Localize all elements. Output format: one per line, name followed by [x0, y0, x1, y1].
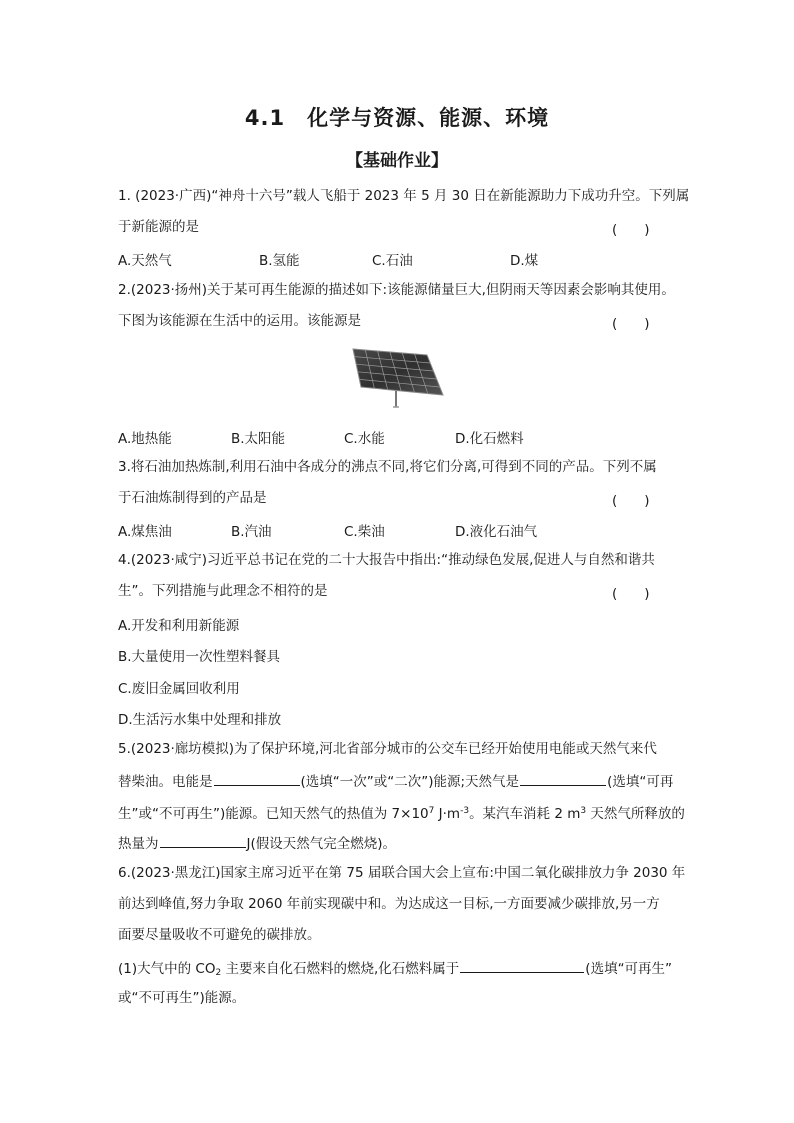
q3-option-b: B.汽油 — [231, 524, 272, 540]
q3-option-d: D.液化石油气 — [455, 524, 538, 540]
q6-stem-line3: 面要尽量吸收不可避免的碳排放。 — [118, 927, 321, 943]
q5-blank-3[interactable] — [160, 833, 246, 848]
q4-option-a: A.开发和利用新能源 — [118, 618, 240, 634]
q1-option-d: D.煤 — [510, 253, 539, 269]
q5-text: J(假设天然气完全燃烧)。 — [246, 836, 397, 852]
q5-text: (选填“可再 — [607, 774, 674, 790]
q1-answer-paren: ( ) — [612, 222, 650, 238]
q2-option-a: A.地热能 — [118, 431, 172, 447]
q6-text: 主要来自化石燃料的燃烧,化石燃料属于 — [221, 961, 460, 977]
q3-stem-line2: 于石油炼制得到的产品是 — [118, 490, 267, 506]
q5-text: (选填“一次”或“二次”)能源;天然气是 — [300, 774, 520, 790]
q6-stem-line2: 前达到峰值,努力争取 2060 年前实现碳中和。为达成这一目标,一方面要减少碳排放,另一方 — [118, 896, 660, 912]
q5-text: 。某汽车消耗 2 m — [469, 806, 581, 822]
q4-stem-line1: 4.(2023·咸宁)习近平总书记在党的二十大报告中指出:“推动绿色发展,促进人与自然和谐共 — [118, 552, 655, 568]
q2-option-c: C.水能 — [344, 431, 385, 447]
q3-option-c: C.柴油 — [344, 524, 385, 540]
q3-answer-paren: ( ) — [612, 493, 650, 509]
q5-text: 热量为 — [118, 836, 159, 852]
q4-option-b: B.大量使用一次性塑料餐具 — [118, 649, 281, 665]
q5-exponent: 7 — [428, 806, 435, 816]
q4-option-c: C.废旧金属回收利用 — [118, 681, 240, 697]
q4-option-d: D.生活污水集中处理和排放 — [118, 712, 282, 728]
q1-stem-line1: 1. (2023·广西)“神舟十六号”载人飞船于 2023 年 5 月 30 日在新能源助力下成功升空。下列属 — [118, 188, 690, 204]
q5-exponent: 3 — [580, 806, 587, 816]
page-title: 4.1 化学与资源、能源、环境 — [244, 106, 550, 130]
q5-stem-line3 — [118, 802, 685, 823]
q5-text: 天然气所释放的 — [586, 806, 685, 822]
section-heading: 【基础作业】 — [346, 151, 448, 171]
q5-stem-line1: 5.(2023·廊坊模拟)为了保护环境,河北省部分城市的公交车已经开始使用电能或天然气来代 — [118, 741, 657, 757]
q4-answer-paren: ( ) — [612, 586, 650, 602]
q2-stem-line2: 下图为该能源在生活中的运用。该能源是 — [118, 313, 361, 329]
q6-stem-line1: 6.(2023·黑龙江)国家主席习近平在第 75 届联合国大会上宣布:中国二氧化碳排放力争 2030 年 — [118, 865, 686, 881]
q6-subscript: 2 — [215, 968, 222, 978]
q6-sub1-line2: 或“不可再生”)能源。 — [118, 990, 246, 1006]
q5-text: 替柴油。电能是 — [118, 774, 213, 790]
q1-stem-line2: 于新能源的是 — [118, 219, 199, 235]
q1-option-c: C.石油 — [372, 253, 413, 269]
q5-blank-2[interactable] — [520, 771, 606, 786]
q6-text: (1)大气中的 CO — [118, 961, 216, 977]
q2-stem-line1: 2.(2023·扬州)关于某可再生能源的描述如下:该能源储量巨大,但阴雨天等因素会影响其使用。 — [118, 282, 675, 298]
solar-panel-image — [349, 345, 447, 413]
q2-option-b: B.太阳能 — [231, 431, 286, 447]
q5-text: J·m — [434, 806, 461, 822]
q1-option-a: A.天然气 — [118, 253, 172, 269]
q3-stem-line1: 3.将石油加热炼制,利用石油中各成分的沸点不同,将它们分离,可得到不同的产品。下列不属 — [118, 459, 657, 475]
q5-blank-1[interactable] — [214, 771, 300, 786]
q6-sub1-line1 — [118, 958, 672, 982]
q6-text: (选填“可再生” — [585, 961, 673, 977]
q3-option-a: A.煤焦油 — [118, 524, 172, 540]
q1-option-b: B.氢能 — [259, 253, 300, 269]
q5-stem-line4 — [118, 833, 396, 853]
q4-stem-line2: 生”。下列措施与此理念不相符的是 — [118, 583, 328, 599]
q5-exponent: -3 — [460, 806, 470, 816]
q2-answer-paren: ( ) — [612, 316, 650, 332]
q5-text: 生”或“不可再生”)能源。已知天然气的热值为 7×10 — [118, 806, 429, 822]
q5-stem-line2 — [118, 771, 673, 791]
q2-option-d: D.化石燃料 — [455, 431, 524, 447]
q6-blank-1[interactable] — [460, 958, 584, 973]
